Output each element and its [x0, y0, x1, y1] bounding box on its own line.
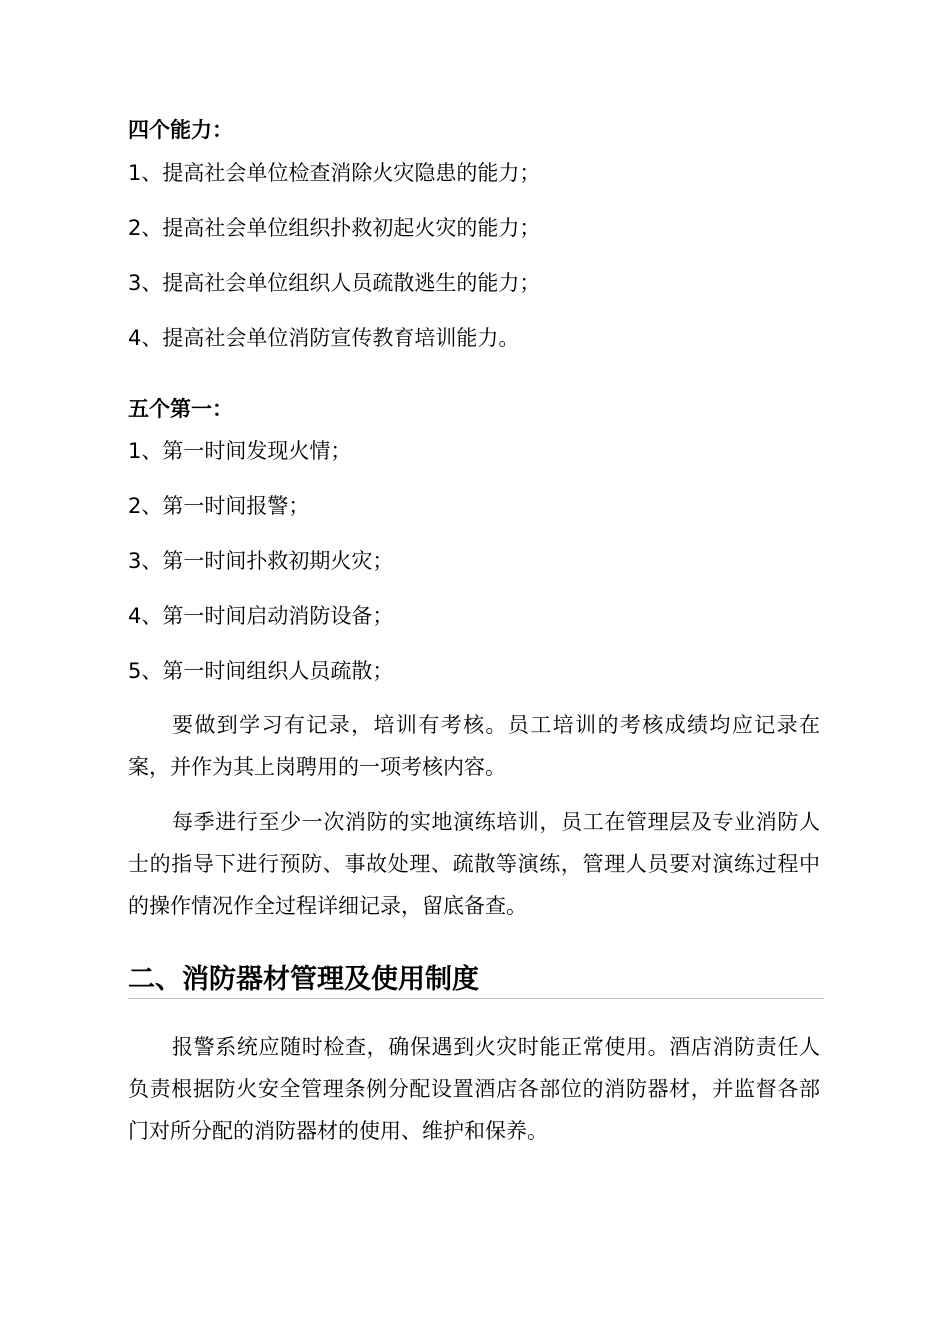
ability-item-3: 3、提高社会单位组织人员疏散逃生的能力；	[128, 271, 541, 295]
five-firsts-heading: 五个第一：	[128, 397, 233, 421]
ability-item-4: 4、提高社会单位消防宣传教育培训能力。	[128, 326, 520, 350]
drill-paragraph: 每季进行至少一次消防的实地演练培训，员工在管理层及专业消防人士的指导下进行预防、事故处理、疏散等演练，管理人员要对演练过程中的操作情况作全过程详细记录，留底备查。	[128, 810, 820, 918]
first-item-5: 5、第一时间组织人员疏散；	[128, 659, 394, 683]
four-abilities-heading: 四个能力：	[128, 118, 233, 142]
ability-item-2: 2、提高社会单位组织扑救初起火灾的能力；	[128, 216, 541, 240]
first-item-3: 3、第一时间扑救初期火灾；	[128, 549, 394, 573]
ability-item-1: 1、提高社会单位检查消除火灾隐患的能力；	[128, 161, 541, 185]
section-title: 二、消防器材管理及使用制度	[128, 962, 824, 999]
training-record-paragraph: 要做到学习有记录，培训有考核。员工培训的考核成绩均应记录在案，并作为其上岗聘用的一项考核内容。	[128, 713, 820, 779]
first-item-1: 1、第一时间发现火情；	[128, 439, 352, 463]
equipment-paragraph: 报警系统应随时检查，确保遇到火灾时能正常使用。酒店消防责任人负责根据防火安全管理条例分配设置酒店各部位的消防器材，并监督各部门对所分配的消防器材的使用、维护和保养。	[128, 1035, 820, 1143]
first-item-2: 2、第一时间报警；	[128, 494, 310, 518]
first-item-4: 4、第一时间启动消防设备；	[128, 604, 394, 628]
